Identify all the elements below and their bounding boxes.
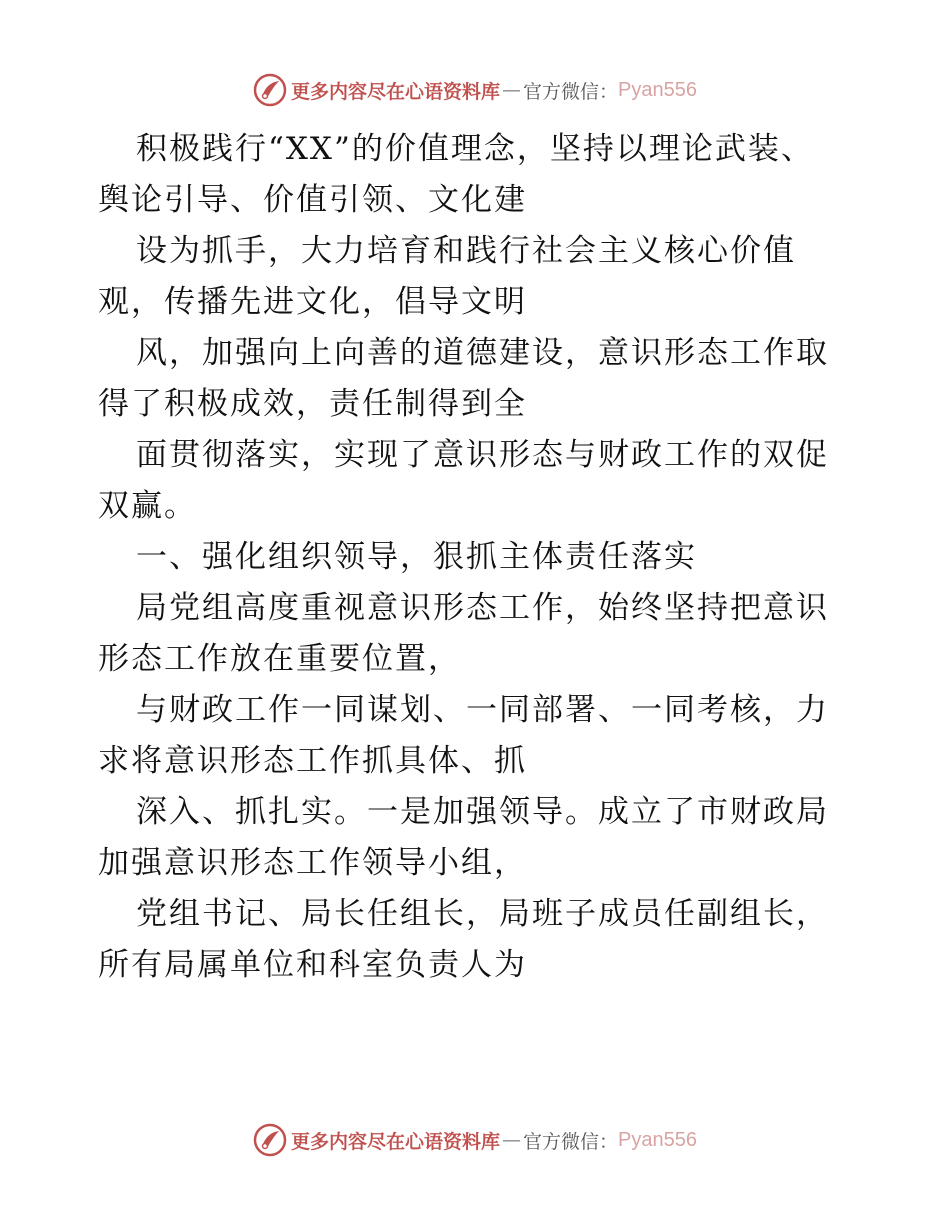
- banner-main-text: 更多内容尽在心语资料库: [291, 1130, 501, 1153]
- body-line: 与财政工作一同谋划、一同部署、一同考核，力: [136, 692, 829, 728]
- body-line: 风，加强向上向善的道德建设，意识形态工作取: [136, 335, 829, 371]
- body-line: 局党组高度重视意识形态工作，始终坚持把意识: [136, 590, 829, 626]
- banner-separator: —: [502, 79, 522, 101]
- banner-wechat-id: Pyan556: [618, 1128, 697, 1151]
- body-line: 积极践行“XX”的价值理念，坚持以理论武装、: [136, 131, 814, 167]
- document-body: [98, 124, 878, 991]
- brand-logo-icon: [253, 1123, 287, 1157]
- body-line: 舆论引导、价值引领、文化建: [98, 182, 527, 218]
- body-line: 双赢。: [98, 488, 197, 524]
- body-line: 观，传播先进文化，倡导文明: [98, 284, 527, 320]
- body-line: 深入、抓扎实。一是加强领导。成立了市财政局: [136, 794, 829, 830]
- body-line: 面贯彻落实，实现了意识形态与财政工作的双促: [136, 437, 829, 473]
- footer-watermark-banner: [0, 1120, 950, 1160]
- banner-separator: —: [502, 1129, 522, 1151]
- section-heading: 一、强化组织领导，狠抓主体责任落实: [136, 539, 697, 575]
- banner-main-text: 更多内容尽在心语资料库: [291, 80, 501, 103]
- banner-wechat-label: 官方微信：: [523, 1130, 619, 1153]
- body-line: 得了积极成效，责任制得到全: [98, 386, 527, 422]
- body-line: 求将意识形态工作抓具体、抓: [98, 743, 527, 779]
- body-line: 形态工作放在重要位置，: [98, 641, 461, 677]
- header-watermark-banner: [0, 70, 950, 110]
- body-line: 设为抓手，大力培育和践行社会主义核心价值: [136, 233, 796, 269]
- banner-wechat-id: Pyan556: [618, 78, 697, 101]
- body-line: 所有局属单位和科室负责人为: [98, 947, 527, 983]
- brand-logo-icon: [253, 73, 287, 107]
- body-line: 加强意识形态工作领导小组，: [98, 845, 527, 881]
- body-line: 党组书记、局长任组长，局班子成员任副组长，: [136, 896, 829, 932]
- banner-wechat-label: 官方微信：: [523, 80, 619, 103]
